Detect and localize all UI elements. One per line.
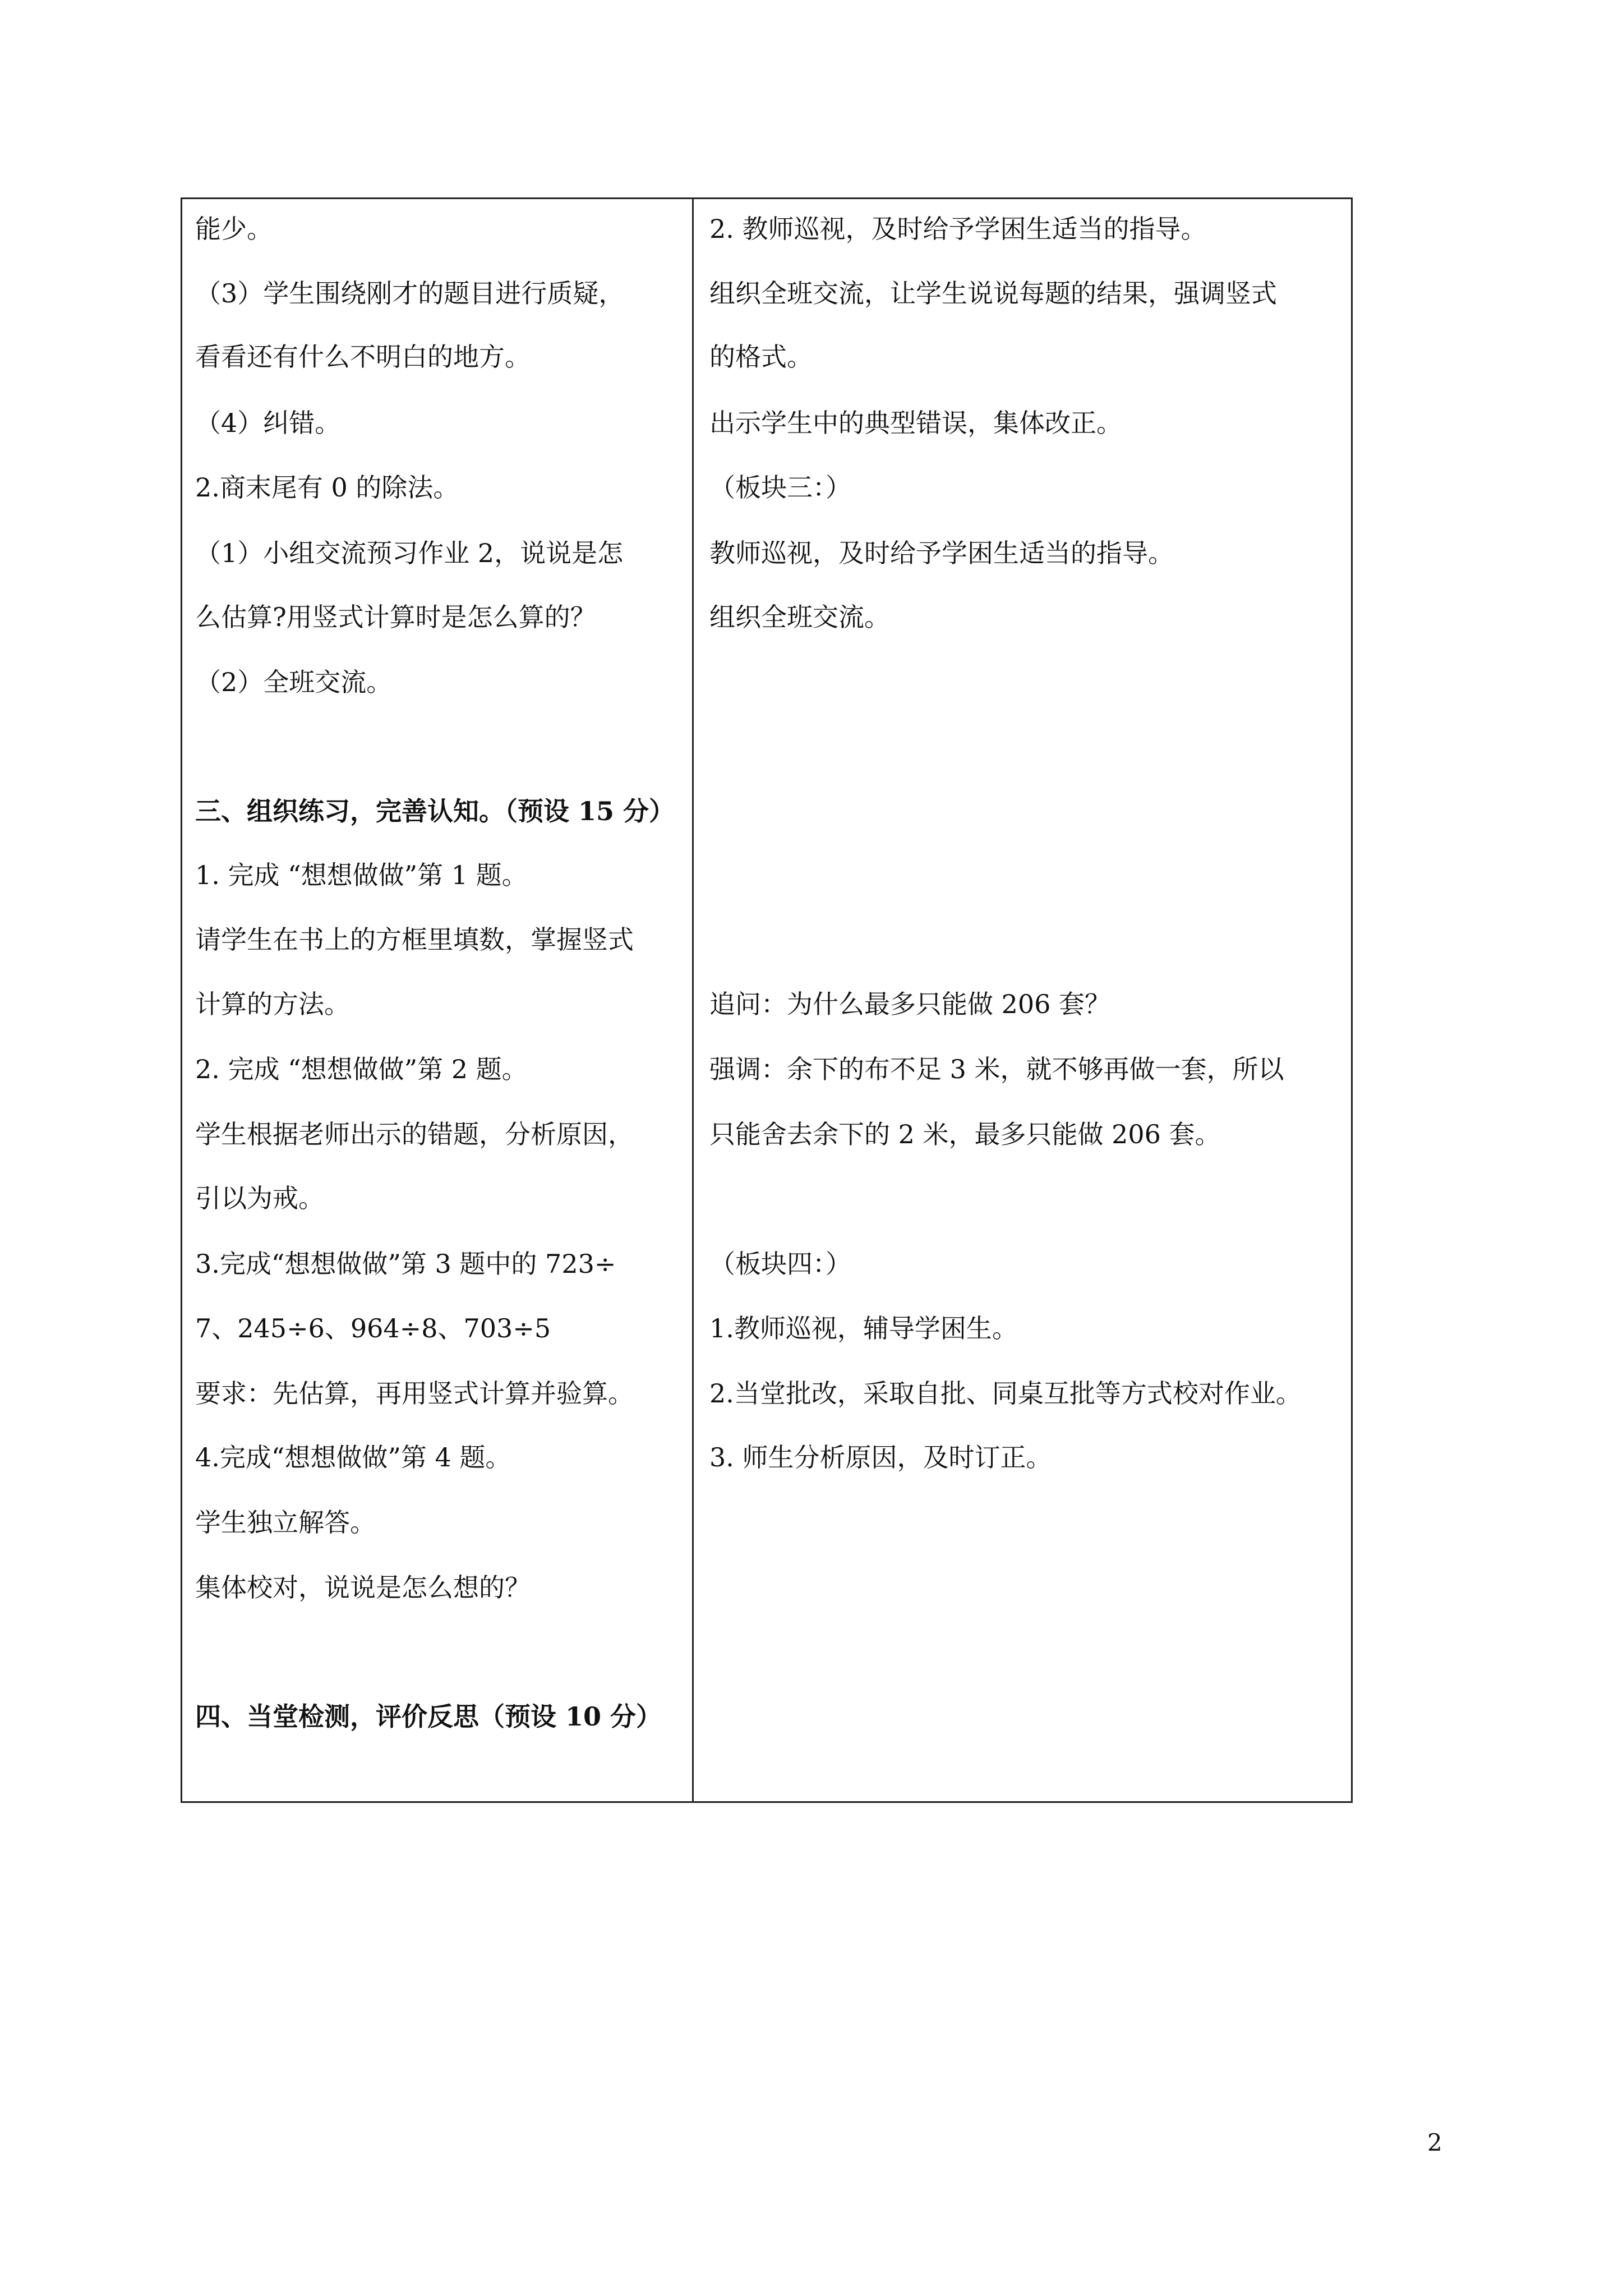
left-line: 1. 完成 “想想做做”第 1 题。 — [195, 860, 528, 890]
right-line: 强调：余下的布不足 3 米，就不够再做一套，所以 — [709, 1054, 1284, 1084]
left-line: （4）纠错。 — [195, 408, 341, 438]
right-line: 2. 教师巡视，及时给予学困生适当的指导。 — [709, 214, 1207, 244]
left-line: 3.完成“想想做做”第 3 题中的 723÷ — [195, 1249, 616, 1279]
left-line: 要求：先估算，再用竖式计算并验算。 — [195, 1378, 634, 1409]
section-heading: 三、组织练习，完善认知。（预设 15 分） — [195, 796, 675, 826]
left-line: 看看还有什么不明白的地方。 — [195, 342, 531, 372]
left-line: 能少。 — [195, 214, 273, 244]
right-line: 组织全班交流。 — [709, 602, 890, 632]
section-heading: 四、当堂检测，评价反思（预设 10 分） — [195, 1701, 662, 1732]
column-divider — [692, 197, 694, 1803]
left-line: 学生根据老师出示的错题，分析原因， — [195, 1119, 634, 1149]
right-line: 2.当堂批改，采取自批、同桌互批等方式校对作业。 — [709, 1378, 1302, 1409]
right-line: 出示学生中的典型错误，集体改正。 — [709, 408, 1122, 438]
left-line: 集体校对，说说是怎么想的？ — [195, 1572, 531, 1603]
left-line: 引以为戒。 — [195, 1183, 324, 1213]
right-line: 追问：为什么最多只能做 206 套？ — [709, 989, 1111, 1019]
left-line: 7、245÷6、964÷8、703÷5 — [195, 1313, 551, 1343]
right-line: 1.教师巡视，辅导学困生。 — [709, 1313, 1018, 1343]
left-line: 么估算?用竖式计算时是怎么算的？ — [195, 602, 596, 632]
page-number: 2 — [1427, 2129, 1442, 2156]
right-line: （板块三：） — [709, 472, 851, 503]
left-line: 2. 完成 “想想做做”第 2 题。 — [195, 1054, 528, 1084]
right-line: 只能舍去余下的 2 米，最多只能做 206 套。 — [709, 1119, 1221, 1149]
right-line: 教师巡视，及时给予学困生适当的指导。 — [709, 538, 1174, 568]
right-line: 的格式。 — [709, 342, 813, 372]
left-line: （1）小组交流预习作业 2，说说是怎 — [195, 538, 624, 568]
right-line: 组织全班交流，让学生说说每题的结果，强调竖式 — [709, 278, 1277, 309]
left-line: （2）全班交流。 — [195, 667, 393, 697]
right-line: （板块四：） — [709, 1249, 851, 1279]
right-line: 3. 师生分析原因，及时订正。 — [709, 1442, 1052, 1473]
left-line: 请学生在书上的方框里填数，掌握竖式 — [195, 924, 634, 955]
left-line: 学生独立解答。 — [195, 1507, 376, 1538]
left-line: （3）学生围绕刚才的题目进行质疑， — [195, 278, 625, 309]
left-line: 2.商末尾有 0 的除法。 — [195, 472, 459, 503]
left-line: 计算的方法。 — [195, 989, 350, 1019]
left-line: 4.完成“想想做做”第 4 题。 — [195, 1442, 511, 1473]
